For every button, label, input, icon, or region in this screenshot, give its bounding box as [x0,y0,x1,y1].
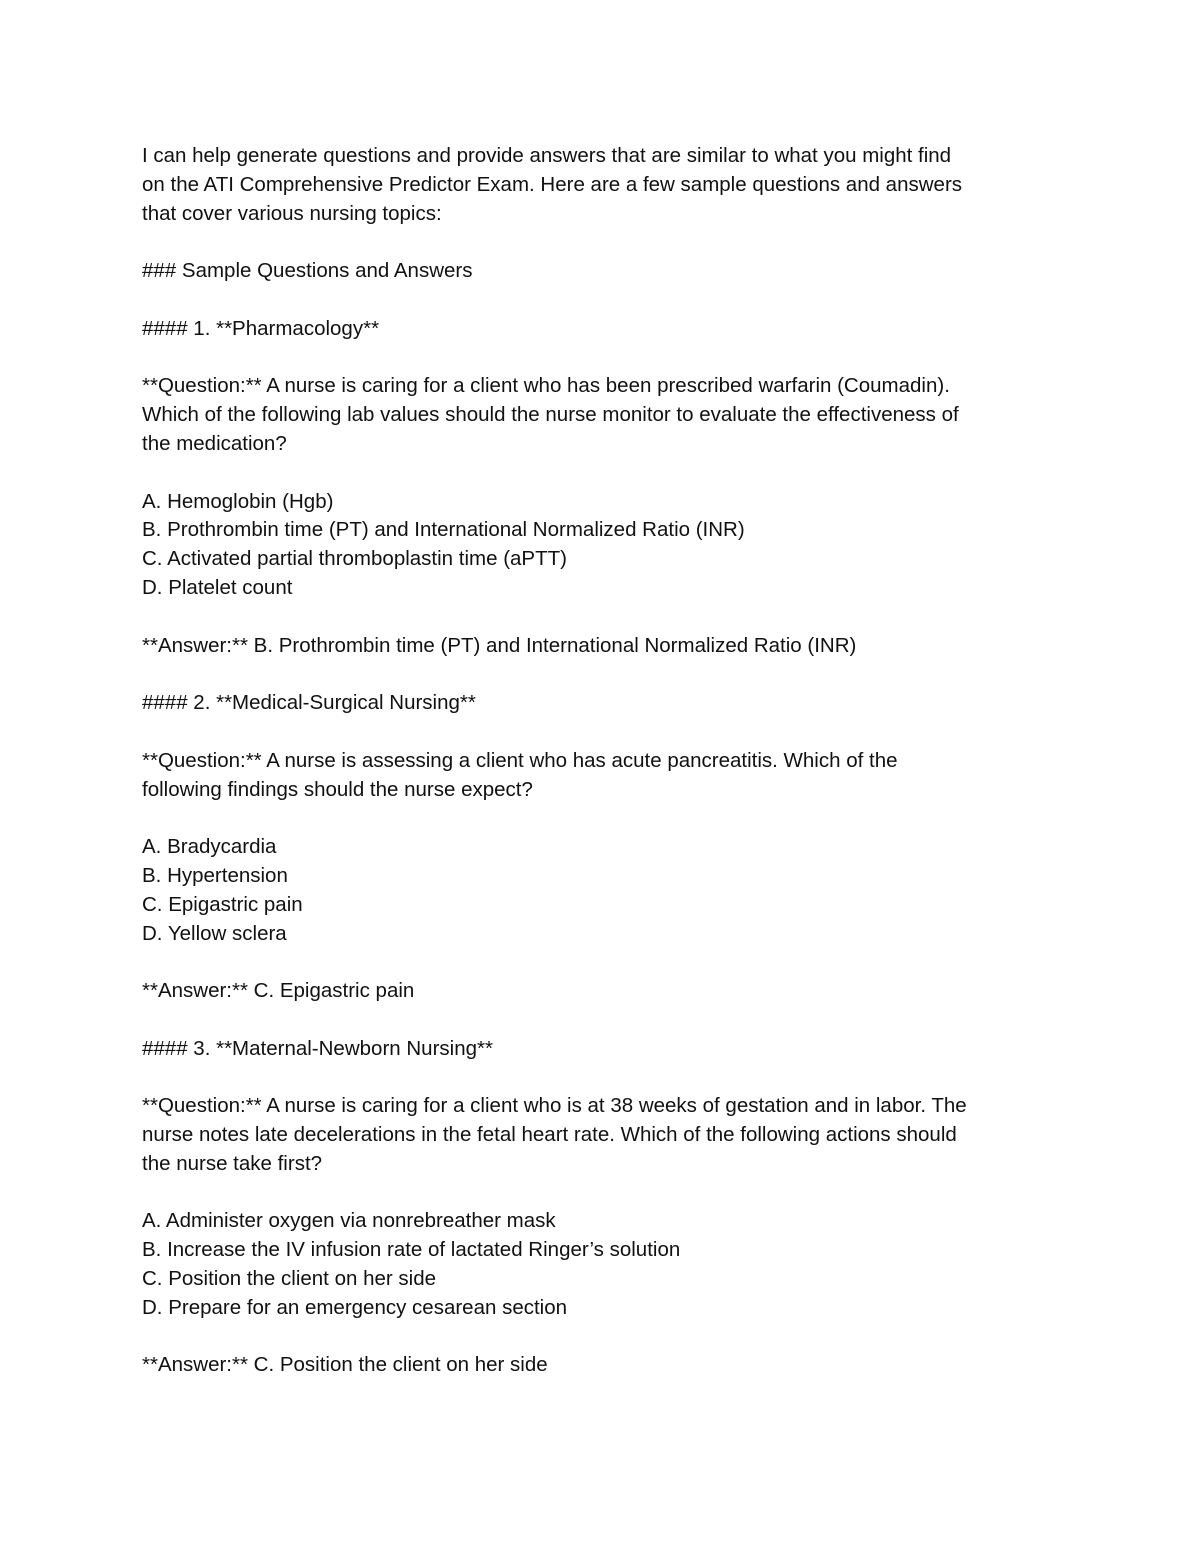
intro-paragraph [142,142,1072,228]
question-text-line: **Question:** A nurse is caring for a client who has been prescribed warfarin (Coumadin). [142,374,950,398]
question-text-line: the nurse take first? [142,1151,323,1175]
spacer [142,1006,1072,1035]
spacer [142,286,1072,315]
question-block-3 [142,1035,1072,1381]
answer-option: A. Administer oxygen via nonrebreather mask [142,1209,556,1233]
spacer [142,1064,1072,1093]
spacer [142,948,1072,977]
answer-option: D. Platelet count [142,575,293,599]
spacer [142,1179,1072,1208]
spacer [142,660,1072,689]
question-text-line: **Question:** A nurse is assessing a client who has acute pancreatitis. Which of the [142,748,898,772]
answer-text: **Answer:** C. Epigastric pain [142,979,415,1003]
question-block-1 [142,315,1072,661]
answer-text: **Answer:** C. Position the client on her side [142,1353,548,1377]
document-body [142,142,1072,1380]
answer-option: D. Prepare for an emergency cesarean section [142,1295,568,1319]
spacer [142,718,1072,747]
answer-option: A. Bradycardia [142,835,277,859]
answer-text: **Answer:** B. Prothrombin time (PT) and International Normalized Ratio (INR) [142,633,857,657]
question-heading: #### 1. **Pharmacology** [142,316,380,340]
question-block-2 [142,689,1072,1006]
question-text-line: following findings should the nurse expect? [142,777,533,801]
answer-option: A. Hemoglobin (Hgb) [142,489,334,513]
question-text-line: nurse notes late decelerations in the fetal heart rate. Which of the following actions should [142,1123,957,1147]
question-heading: #### 2. **Medical-Surgical Nursing** [142,691,476,715]
intro-line: that cover various nursing topics: [142,201,442,225]
intro-line: on the ATI Comprehensive Predictor Exam. Here are a few sample questions and answers [142,172,963,196]
spacer [142,804,1072,833]
answer-option: C. Position the client on her side [142,1267,436,1291]
answer-option: B. Hypertension [142,863,288,887]
spacer [142,228,1072,257]
question-text-line: **Question:** A nurse is caring for a client who is at 38 weeks of gestation and in labor. The [142,1094,967,1118]
section-heading: ### Sample Questions and Answers [142,259,473,283]
question-heading: #### 3. **Maternal-Newborn Nursing** [142,1036,493,1060]
spacer [142,1323,1072,1352]
spacer [142,459,1072,488]
answer-option: B. Prothrombin time (PT) and International Normalized Ratio (INR) [142,518,745,542]
answer-option: D. Yellow sclera [142,921,287,945]
spacer [142,344,1072,373]
intro-line: I can help generate questions and provide answers that are similar to what you might find [142,144,952,167]
spacer [142,603,1072,632]
answer-option: C. Activated partial thromboplastin time (aPTT) [142,547,567,571]
question-text-line: Which of the following lab values should the nurse monitor to evaluate the effectiveness of [142,403,959,427]
question-text-line: the medication? [142,431,287,455]
answer-option: B. Increase the IV infusion rate of lactated Ringer’s solution [142,1238,681,1262]
answer-option: C. Epigastric pain [142,892,303,916]
